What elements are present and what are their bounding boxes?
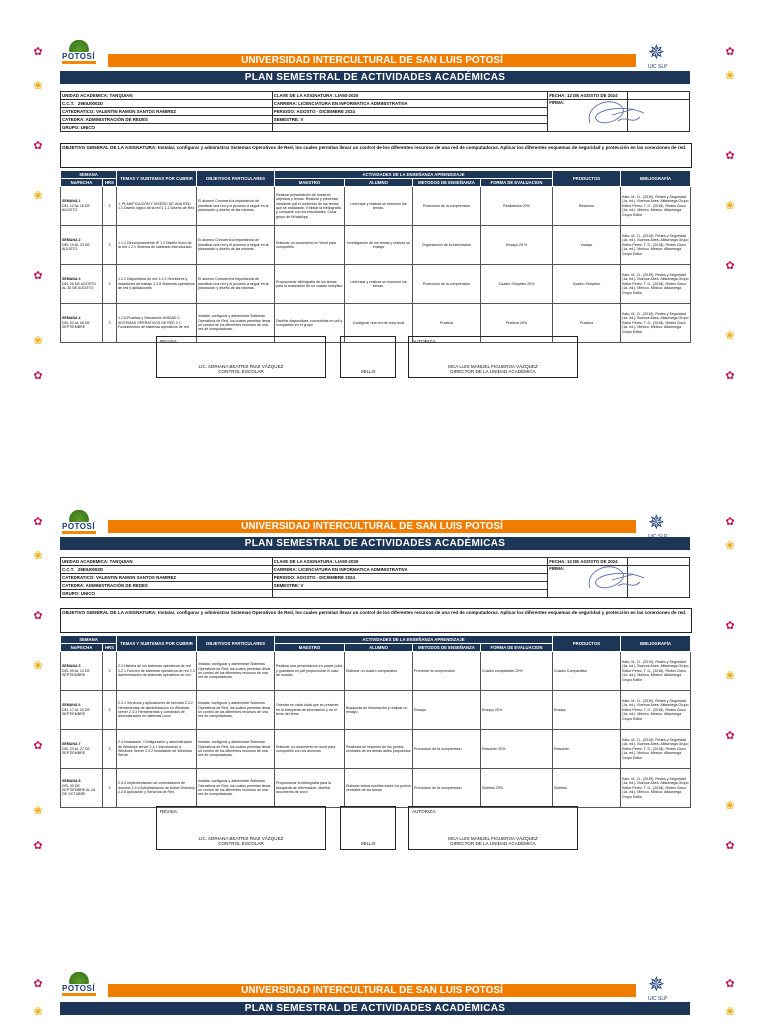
col-semana: SEMANA xyxy=(61,636,117,644)
revisa-role: CONTROL ESCOLAR xyxy=(218,841,264,846)
metodos-cell: Promoción de la comprensión xyxy=(413,265,481,304)
sello-box xyxy=(340,336,396,378)
cct-label: C.C.T. xyxy=(62,101,75,106)
fecha-cell: FECHA: 12 DE AGOSTO DE 2024 xyxy=(548,558,628,566)
table-row xyxy=(61,691,691,730)
cct-cell xyxy=(61,566,273,574)
maestro-cell: Proporcionar bibliografía de los temas para la realización de un cuadro sinóptico xyxy=(275,265,345,304)
table-row xyxy=(61,769,691,808)
table-row xyxy=(61,730,691,769)
handwritten-signature xyxy=(582,95,652,135)
alumno-cell: Búsqueda de información y realizar un ensayo xyxy=(345,691,413,730)
week-label: SEMANA 2 xyxy=(62,238,81,243)
temas-cell: 1.1.2 Direccionamiento IP 1.2 Diseño físico de la red 1.2.1 Sistema de cableado estructurado xyxy=(117,226,197,265)
objective-box: OBJETIVO GENERAL DE LA ASIGNATURA: Instalar, configurar y administrar Sistemas Operativos de Red, los cuales permitan llevar un control de los diferentes recursos de una red de computadoras. Aplicar los diferentes esquemas de seguridad y protección en las conexiones de red. xyxy=(60,143,692,168)
alumno-cell: Leer/usar y realizar un resumen los temas. xyxy=(345,187,413,226)
week-cell xyxy=(61,265,103,304)
forma-cell: Ensayo 20% xyxy=(481,691,553,730)
week-date: DEL 17 AL 20 DE SEPTIEMBRE xyxy=(62,707,90,717)
maestro-cell: Diseñar diapositivas, convertirlas en pdf y compartirlo en el grupo xyxy=(275,304,345,343)
col-semana: SEMANA xyxy=(61,171,117,179)
activities-table xyxy=(60,635,691,808)
flower-icon: ✿ xyxy=(725,46,735,58)
week-cell xyxy=(61,730,103,769)
week-date: DEL 30 DE SEPTIEMBRE AL 04 DE OCTUBRE xyxy=(62,783,96,797)
bibliografia-cell: Kato, M., D., (2019). Redes y Seguridad (1a. ed.). Buenos Aires: Alfaomega Grupo Editor Pérez, T. D., (2018). Redes Cisco (1a. ed.). México, México: Alfaomega Grupo Editor xyxy=(621,691,691,730)
flower-icon: ❀ xyxy=(725,1006,735,1018)
col-metodos: METODOS DE ENSEÑANZA xyxy=(413,644,481,652)
table-row xyxy=(61,226,691,265)
alumno-cell: Elaborar textos escritos sobre los puntos centrales de los temas xyxy=(345,769,413,808)
revisa-label: REVISA: xyxy=(160,339,179,344)
unidad-cell: UNIDAD ACADEMICA: TANQUIAN xyxy=(61,558,273,566)
university-title: UNIVERSIDAD INTERCULTURAL DE SAN LUIS POTOSÍ xyxy=(108,984,636,997)
catedratico-cell: CATEDRATICO: VALENTIN RAMON SANTOS RAMIREZ xyxy=(61,108,273,116)
objetivos-cell: Instalar, configurar y administrar Sistemas Operativos de Red, los cuales permitan llevar un control de los diferentes recursos de una red de computadoras. xyxy=(197,304,275,343)
week-cell xyxy=(61,769,103,808)
autoriza-role: DIRECTOR DE LA UNIDAD ACADÉMICA xyxy=(450,369,536,374)
plan-title: PLAN SEMESTRAL DE ACTIVIDADES ACADÉMICAS xyxy=(60,1002,690,1015)
star-icon: ✵ xyxy=(648,42,665,64)
bibliografia-cell: Kato, M., D., (2019). Redes y Seguridad (1a. ed.). Buenos Aires: Alfaomega Grupo Editor Pérez, T. D., (2018). Redes Cisco (1a. ed.). México, México: Alfaomega Grupo Editor xyxy=(621,304,691,343)
potosi-logo xyxy=(60,972,100,1000)
autoriza-label: AUTORIZA: xyxy=(412,339,437,344)
col-no-fecha: No/FECHA xyxy=(61,179,103,187)
flower-icon: ✿ xyxy=(33,740,43,752)
flower-icon: ✿ xyxy=(33,46,43,58)
flower-icon: ✿ xyxy=(33,370,43,382)
week-cell xyxy=(61,691,103,730)
autoriza-label: AUTORIZA: xyxy=(412,809,437,814)
alumno-cell: Investigación de los temas y realizar un ensayo xyxy=(345,226,413,265)
temas-cell: 2.4.3 Implementación de controladores de dominio 2.4.4 Administración de Active Directory 2.4.5 Aplicación y Servicios de Red xyxy=(117,769,197,808)
autoriza-role: DIRECTOR DE LA UNIDAD ACADÉMICA xyxy=(450,841,536,846)
autoriza-signer xyxy=(409,836,577,846)
revisa-box xyxy=(156,806,326,850)
autoriza-box xyxy=(408,336,578,378)
flower-icon: ✿ xyxy=(33,840,43,852)
cct-value: 29EIU0002D xyxy=(77,101,104,106)
revisa-name: LIC. ADRIANA BEATRIZ RUIZ VÁZQUEZ xyxy=(198,836,284,841)
productos-cell: Ensayo xyxy=(553,691,621,730)
flower-icon: ❀ xyxy=(33,805,43,817)
temas-cell: 2.4 Instalación, Configuración y administración de Windows server 2.4.1 Introducción a Windows Server 2.4.2 Instalación de Windows Server xyxy=(117,730,197,769)
periodo-cell: PERIODO: AGOSTO - DICIEMBRE 2024 xyxy=(272,108,548,116)
logo-underline xyxy=(62,993,96,996)
bibliografia-cell: Kato, M., D., (2019). Redes y Seguridad (1a. ed.). Buenos Aires: Alfaomega Grupo Editor Pérez, T. D., (2018). Redes Cisco (1a. ed.). México, México: Alfaomega Grupo Editor xyxy=(621,226,691,265)
cct-value: 29EIU0002D xyxy=(77,567,104,572)
handwritten-signature xyxy=(582,560,652,600)
flower-icon: ✿ xyxy=(725,150,735,162)
col-no-fecha: No/FECHA xyxy=(61,644,103,652)
page-3 xyxy=(0,972,768,1024)
hrs-cell: 3 xyxy=(103,730,117,769)
semestre-cell: SEMESTRE: V xyxy=(272,116,548,124)
decorative-border-left xyxy=(32,510,46,930)
metodos-cell: Promoción de la comprensión xyxy=(413,730,481,769)
decorative-border-right xyxy=(724,40,738,460)
hrs-cell: 3 xyxy=(103,265,117,304)
objetivos-cell: El alumno Conocerá la importancia de planificar una red y el proceso a seguir en la planeación y diseño de las mismas. xyxy=(197,265,275,304)
potosi-logo xyxy=(60,510,100,538)
cct-label: C.C.T. xyxy=(62,567,75,572)
sello-label: SELLO xyxy=(360,369,376,374)
empty-cell xyxy=(272,590,548,598)
autoriza-box xyxy=(408,806,578,850)
activities-table xyxy=(60,170,691,343)
productos-cell: Practica xyxy=(553,304,621,343)
flower-icon: ❀ xyxy=(725,540,735,552)
col-alumno: ALUMNO xyxy=(345,179,413,187)
temas-cell: 1. PLANIFICACION Y DISEÑO DE UNA RED 1.1 Diseño lógico de la red 1.1.1 Diseño de Red xyxy=(117,187,197,226)
week-label: SEMANA 4 xyxy=(62,316,81,321)
week-label: SEMANA 6 xyxy=(62,703,81,708)
col-hrs: HRS xyxy=(103,644,117,652)
forma-cell: Realización 20% xyxy=(481,187,553,226)
temas-cell: 2.3.1 Servicios y aplicaciones de servidor 2.3.2 Herramientas de administración en Windows server 2.3.3 Herramientas y comandos de administración en sistemas Linux xyxy=(117,691,197,730)
revisa-signer xyxy=(157,836,325,846)
col-objetivos: OBJETIVOS PARTICULARES xyxy=(197,636,275,652)
maestro-cell: Elaborar un documento en word para compartirlo con los alumnos xyxy=(275,730,345,769)
flower-icon: ✿ xyxy=(33,270,43,282)
flower-icon: ❀ xyxy=(725,800,735,812)
logo-underline xyxy=(62,531,96,534)
star-icon: ✵ xyxy=(648,974,665,996)
logo-caption: UIC SLP xyxy=(648,996,668,1002)
temas-cell: 1.2.6 Pruebas y Simulación UNIDAD 2. SISTEMAS OPERATIVOS DE RED 2.1 Fundamentos de sistemas operativos de red xyxy=(117,304,197,343)
objetivos-cell: Instalar, configurar y administrar Sistemas Operativos de Red, los cuales permitan llevar un control de los diferentes recursos de una red de computadoras. xyxy=(197,769,275,808)
temas-cell: 1.2.2 Dispositivos de red 1.2.3 Servidores y estaciones de trabajo 1.2.5 Sistemas operativos de red y aplicaciones xyxy=(117,265,197,304)
bibliografia-cell: Kato, M., D., (2019). Redes y Seguridad (1a. ed.). Buenos Aires: Alfaomega Grupo Editor Pérez, T. D., (2018). Redes Cisco (1a. ed.). México, México: Alfaomega Grupo Editor xyxy=(621,265,691,304)
forma-cell: Cuadro comparativo 20% xyxy=(481,652,553,691)
metodos-cell: Promoción de la comprensión xyxy=(413,187,481,226)
col-productos: PRODUCTOS xyxy=(553,636,621,652)
flower-icon: ❀ xyxy=(725,70,735,82)
grupo-cell: GRUPO: UNICO xyxy=(61,124,273,132)
col-temas: TEMAS Y SUBTEMAS POR CUBRIR xyxy=(117,171,197,187)
logo-caption: UIC SLP xyxy=(648,64,668,70)
flower-icon: ✿ xyxy=(725,978,735,990)
flower-icon: ✿ xyxy=(725,730,735,742)
metodos-cell: Promover la comprensión xyxy=(413,652,481,691)
leaf-icon xyxy=(66,972,92,984)
week-date: DEL 19 AL 23 DE AGOSTO xyxy=(62,242,90,252)
col-forma: FORMA DE EVALUACION xyxy=(481,179,553,187)
hrs-cell: 3 xyxy=(103,226,117,265)
logo-text: POTOSÍ xyxy=(62,984,96,993)
forma-cell: Síntesis 20% xyxy=(481,769,553,808)
alumno-cell: Realizará un resumen de los puntos centrales de los temas antes propuestos xyxy=(345,730,413,769)
week-date: DEL 23 AL 27 DE SEPTIEMBRE xyxy=(62,746,90,756)
hrs-cell: 3 xyxy=(103,652,117,691)
cct-cell xyxy=(61,100,273,108)
forma-cell: Ensayo 25 % xyxy=(481,226,553,265)
col-maestro: MAESTRO xyxy=(275,644,345,652)
autoriza-name: MCA LUIS MANUEL FIGUEROA VÁZQUEZ xyxy=(448,836,538,841)
maestro-cell: Realizar una presentación en power point y guardarla en pdf proporcionar el caso de estudio xyxy=(275,652,345,691)
week-label: SEMANA 7 xyxy=(62,742,81,747)
flower-icon: ✿ xyxy=(725,260,735,272)
forma-cell: Cuadro Sinóptico 20% xyxy=(481,265,553,304)
week-date: DEL 12 AL 16 DE AGOSTO xyxy=(62,203,90,213)
flower-icon: ✿ xyxy=(725,620,735,632)
week-date: DEL 09 AL 13 DE SEPTIEMBRE xyxy=(62,668,90,678)
alumno-cell: Configurar una red de area local xyxy=(345,304,413,343)
productos-cell: Resumen xyxy=(553,730,621,769)
leaf-icon xyxy=(66,40,92,52)
productos-cell: Cuadro Comparativo xyxy=(553,652,621,691)
flower-icon: ✿ xyxy=(725,370,735,382)
logo-text: POTOSÍ xyxy=(62,522,96,531)
uicslp-logo xyxy=(642,974,676,1004)
col-metodos: METODOS DE ENSEÑANZA xyxy=(413,179,481,187)
productos-cell: Cuadro Sinóptico xyxy=(553,265,621,304)
col-hrs: HRS xyxy=(103,179,117,187)
firma-cell: FIRMA: xyxy=(548,100,628,132)
flower-icon: ❀ xyxy=(33,550,43,562)
objetivos-cell: Instalar, configurar y administrar Sistemas Operativos de Red, los cuales permitan llevar un control de los diferentes recursos de una red de computadoras. xyxy=(197,691,275,730)
objetivos-cell: El alumno Conocerá la importancia de planificar una red y el proceso a seguir en la planeación y diseño de las mismas. xyxy=(197,187,275,226)
catedratico-cell: CATEDRATICO: VALENTIN RAMON SANTOS RAMIREZ xyxy=(61,574,273,582)
week-cell xyxy=(61,304,103,343)
clave-cell: CLAVE DE LA ASIGNATURA: LIA50-2020 xyxy=(272,558,548,566)
week-cell xyxy=(61,226,103,265)
flower-icon: ✿ xyxy=(725,516,735,528)
flower-icon: ❀ xyxy=(33,1006,43,1018)
objective-box: OBJETIVO GENERAL DE LA ASIGNATURA: Instalar, configurar y administrar Sistemas Operativos de Red, los cuales permitan llevar un control de los diferentes recursos de una red de computadoras. Aplicar los diferentes esquemas de seguridad y protección en las conexiones de red. xyxy=(60,608,692,633)
revisa-box xyxy=(156,336,326,378)
revisa-label: REVISA: xyxy=(160,809,179,814)
maestro-cell: Proporcionar la bibliografía para la búsqueda de información, diseñar documento de word xyxy=(275,769,345,808)
flower-icon: ✿ xyxy=(33,140,43,152)
maestro-cell: Orientar en cada duda que se presente en la búsqueda de información y en el texto del tema xyxy=(275,691,345,730)
metodos-cell: Practica xyxy=(413,304,481,343)
col-maestro: MAESTRO xyxy=(275,179,345,187)
hrs-cell: 3 xyxy=(103,187,117,226)
maestro-cell: Realizar presentación de nuestros objetivos y temas. Realizar y presentar, mediante pdf el contenido de los temas que se analizarán. Enlistar la bibliografía y compartir con los estudiantes. Crear grupo de WhatsApp. xyxy=(275,187,345,226)
bibliografia-cell: Kato, M., D., (2019). Redes y Seguridad (1a. ed.). Buenos Aires: Alfaomega Grupo Editor Pérez, T. D., (2018). Redes Cisco (1a. ed.). México, México: Alfaomega Grupo Editor xyxy=(621,652,691,691)
maestro-cell: Elaborar un documento en Word para compartirlo xyxy=(275,226,345,265)
autoriza-signer xyxy=(409,364,577,374)
metodos-cell: Organización de la información xyxy=(413,226,481,265)
university-title: UNIVERSIDAD INTERCULTURAL DE SAN LUIS POTOSÍ xyxy=(108,54,636,67)
productos-cell: Síntesis xyxy=(553,769,621,808)
carrera-cell: CARRERA: LICENCIATURA EN INFORMATICA ADMINISTRATIVA xyxy=(272,566,548,574)
university-title: UNIVERSIDAD INTERCULTURAL DE SAN LUIS POTOSÍ xyxy=(108,520,636,533)
flower-icon: ✿ xyxy=(33,610,43,622)
plan-title: PLAN SEMESTRAL DE ACTIVIDADES ACADÉMICAS xyxy=(60,71,690,84)
forma-cell: Practica 20% xyxy=(481,304,553,343)
week-label: SEMANA 8 xyxy=(62,779,81,784)
decorative-border-right xyxy=(724,972,738,1024)
productos-cell: Resumen xyxy=(553,187,621,226)
col-productos: PRODUCTOS xyxy=(553,171,621,187)
col-actividades: ACTIVIDADES DE LA ENSEÑANZA APRENDIZAJE xyxy=(275,171,553,179)
plan-title: PLAN SEMESTRAL DE ACTIVIDADES ACADÉMICAS xyxy=(60,537,690,550)
col-actividades: ACTIVIDADES DE LA ENSEÑANZA APRENDIZAJE xyxy=(275,636,553,644)
uicslp-logo xyxy=(642,42,676,72)
objetivos-cell: Instalar, configurar y administrar Sistemas Operativos de Red, los cuales permitan llevar un control de los diferentes recursos de una red de computadoras. xyxy=(197,652,275,691)
hrs-cell: 3 xyxy=(103,691,117,730)
col-alumno: ALUMNO xyxy=(345,644,413,652)
alumno-cell: Elaborar un cuadro comparativo xyxy=(345,652,413,691)
empty-cell xyxy=(272,124,548,132)
potosi-logo xyxy=(60,40,100,68)
flower-icon: ❀ xyxy=(725,200,735,212)
fecha-cell: FECHA: 12 DE AGOSTO DE 2024 xyxy=(548,92,628,100)
week-label: SEMANA 1 xyxy=(62,199,81,204)
carrera-cell: CARRERA: LICENCIATURA EN INFORMATICA ADMINISTRATIVA xyxy=(272,100,548,108)
bibliografia-cell: Kato, M., D., (2019). Redes y Seguridad (1a. ed.). Buenos Aires: Alfaomega Grupo Editor Pérez, T. D., (2018). Redes Cisco (1a. ed.). México, México: Alfaomega Grupo Editor xyxy=(621,769,691,808)
leaf-icon xyxy=(66,510,92,522)
decorative-border-right xyxy=(724,510,738,930)
revisa-role: CONTROL ESCOLAR xyxy=(218,369,264,374)
col-bibliografia: BIBLIOGRAFÍA xyxy=(621,636,691,652)
col-forma: FORMA DE EVALUACION xyxy=(481,644,553,652)
week-label: SEMANA 3 xyxy=(62,277,81,282)
table-row xyxy=(61,652,691,691)
logo-underline xyxy=(62,61,96,64)
metodos-cell: Promoción de la comprensión xyxy=(413,769,481,808)
firma-cell: FIRMA: xyxy=(548,566,628,598)
bibliografia-cell: Kato, M., D., (2019). Redes y Seguridad (1a. ed.). Buenos Aires: Alfaomega Grupo Editor Pérez, T. D., (2018). Redes Cisco (1a. ed.). México, México: Alfaomega Grupo Editor xyxy=(621,730,691,769)
logo-text: POTOSÍ xyxy=(62,52,96,61)
metodos-cell: Ensayo xyxy=(413,691,481,730)
periodo-cell: PERIODO: AGOSTO - DICIEMBRE 2024 xyxy=(272,574,548,582)
unidad-cell: UNIDAD ACADEMICA: TANQUIAN xyxy=(61,92,273,100)
col-temas: TEMAS Y SUBTEMAS POR CUBRIR xyxy=(117,636,197,652)
week-date: DEL 26 DE AGOSTO AL 30 DE AGOSTO xyxy=(62,281,96,291)
flower-icon: ✿ xyxy=(725,840,735,852)
hrs-cell: 3 xyxy=(103,769,117,808)
flower-icon: ❀ xyxy=(725,670,735,682)
sello-label: SELLO xyxy=(360,841,376,846)
sello-box xyxy=(340,806,396,850)
alumno-cell: Leer/usar y realizar un resumen los temas. xyxy=(345,265,413,304)
flower-icon: ✿ xyxy=(33,978,43,990)
grupo-cell: GRUPO: UNICO xyxy=(61,590,273,598)
clave-cell: CLAVE DE LA ASIGNATURA: LIA50-2020 xyxy=(272,92,548,100)
table-row xyxy=(61,187,691,226)
objetivos-cell: Instalar, configurar y administrar Sistemas Operativos de Red, los cuales permitan llevar un control de los diferentes recursos de una red de computadoras. xyxy=(197,730,275,769)
star-icon: ✵ xyxy=(648,512,665,534)
bibliografia-cell: Kato, M., D., (2019). Redes y Seguridad (1a. ed.). Buenos Aires: Alfaomega Grupo Editor Pérez, T. D., (2018). Redes Cisco (1a. ed.). México, México: Alfaomega Grupo Editor xyxy=(621,187,691,226)
revisa-name: LIC. ADRIANA BEATRIZ RUIZ VÁZQUEZ xyxy=(198,364,284,369)
flower-icon: ❀ xyxy=(33,660,43,672)
week-cell xyxy=(61,652,103,691)
revisa-signer xyxy=(157,364,325,374)
temas-cell: 2.2 Historia de los sistemas operativos de red 2.2.1 Función de sistemas operativos de red 2.3 Administración de sistemas operativos de red xyxy=(117,652,197,691)
decorative-border-left xyxy=(32,40,46,460)
flower-icon: ❀ xyxy=(725,330,735,342)
flower-icon: ✿ xyxy=(33,516,43,528)
hrs-cell: 3 xyxy=(103,304,117,343)
week-cell xyxy=(61,187,103,226)
objetivos-cell: El alumno Conocerá la importancia de planificar una red y el proceso a seguir en la planeación y diseño de las mismas. xyxy=(197,226,275,265)
catedra-cell: CATEDRA: ADMINISTRACIÓN DE REDES xyxy=(61,582,273,590)
table-row xyxy=(61,265,691,304)
forma-cell: Resumen 20% xyxy=(481,730,553,769)
flower-icon: ❀ xyxy=(33,335,43,347)
week-label: SEMANA 5 xyxy=(62,664,81,669)
col-objetivos: OBJETIVOS PARTICULARES xyxy=(197,171,275,187)
productos-cell: ensayo xyxy=(553,226,621,265)
autoriza-name: MCA LUIS MANUEL FIGUEROA VÁZQUEZ xyxy=(448,364,538,369)
week-date: DEL 02 AL 06 DE SEPTIEMBRE xyxy=(62,320,90,330)
catedra-cell: CATEDRA: ADMINISTRACIÓN DE REDES xyxy=(61,116,273,124)
semestre-cell: SEMESTRE: V xyxy=(272,582,548,590)
flower-icon: ❀ xyxy=(33,190,43,202)
decorative-border-left xyxy=(32,972,46,1024)
col-bibliografia: BIBLIOGRAFÍA xyxy=(621,171,691,187)
flower-icon: ❀ xyxy=(33,80,43,92)
